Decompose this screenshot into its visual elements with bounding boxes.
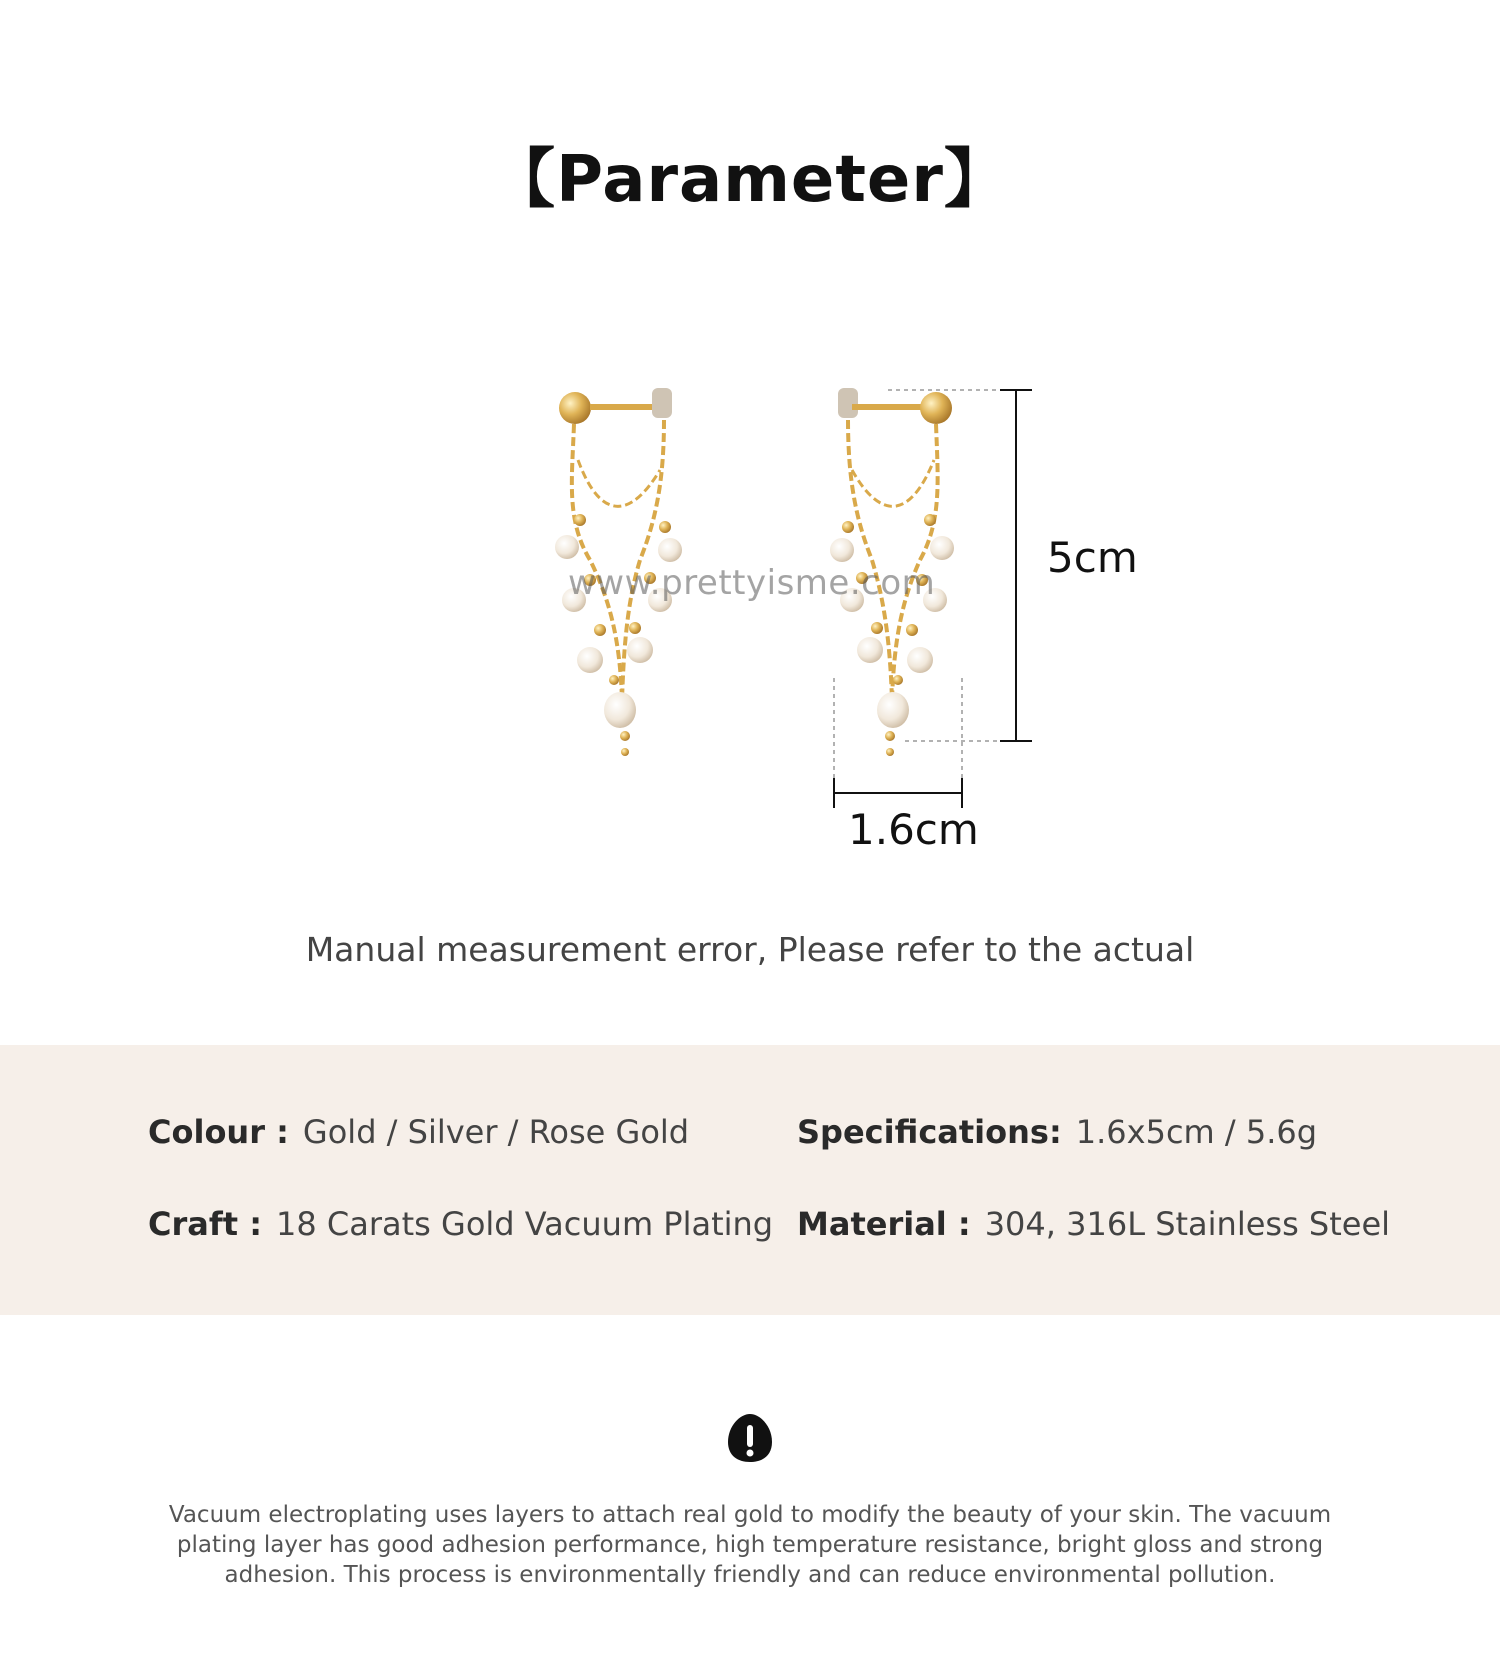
exclamation-icon <box>726 1412 774 1464</box>
watermark: www.prettyisme.com <box>568 563 936 603</box>
spec-craft-key: Craft : <box>148 1205 263 1243</box>
spec-craft <box>148 1205 773 1243</box>
spec-specifications-key: Specifications: <box>797 1113 1062 1151</box>
spec-colour-key: Colour : <box>148 1113 289 1151</box>
height-label: 5cm <box>1047 533 1138 582</box>
spec-colour <box>148 1113 689 1151</box>
spec-colour-value: Gold / Silver / Rose Gold <box>302 1113 690 1151</box>
spec-craft-value: 18 Carats Gold Vacuum Plating <box>276 1205 774 1243</box>
spec-material <box>797 1205 1390 1243</box>
spec-specifications-value: 1.6x5cm / 5.6g <box>1075 1113 1318 1151</box>
page-title: 【Parameter】 <box>491 143 1009 217</box>
spec-material-key: Material : <box>797 1205 971 1243</box>
spec-specifications <box>797 1113 1317 1151</box>
spec-material-value: 304, 316L Stainless Steel <box>984 1205 1391 1243</box>
measurement-note: Manual measurement error, Please refer to the actual <box>305 930 1195 969</box>
width-label: 1.6cm <box>848 805 979 854</box>
spec-panel <box>0 1045 1500 1315</box>
plating-description: Vacuum electroplating uses layers to attach real gold to modify the beauty of your skin. The vacuum plating layer has good adhesion performance, high temperature resistance, bright gloss and strong adhesion. This process is environmentally friendly and can reduce environmental pollution. <box>168 1502 1332 1588</box>
